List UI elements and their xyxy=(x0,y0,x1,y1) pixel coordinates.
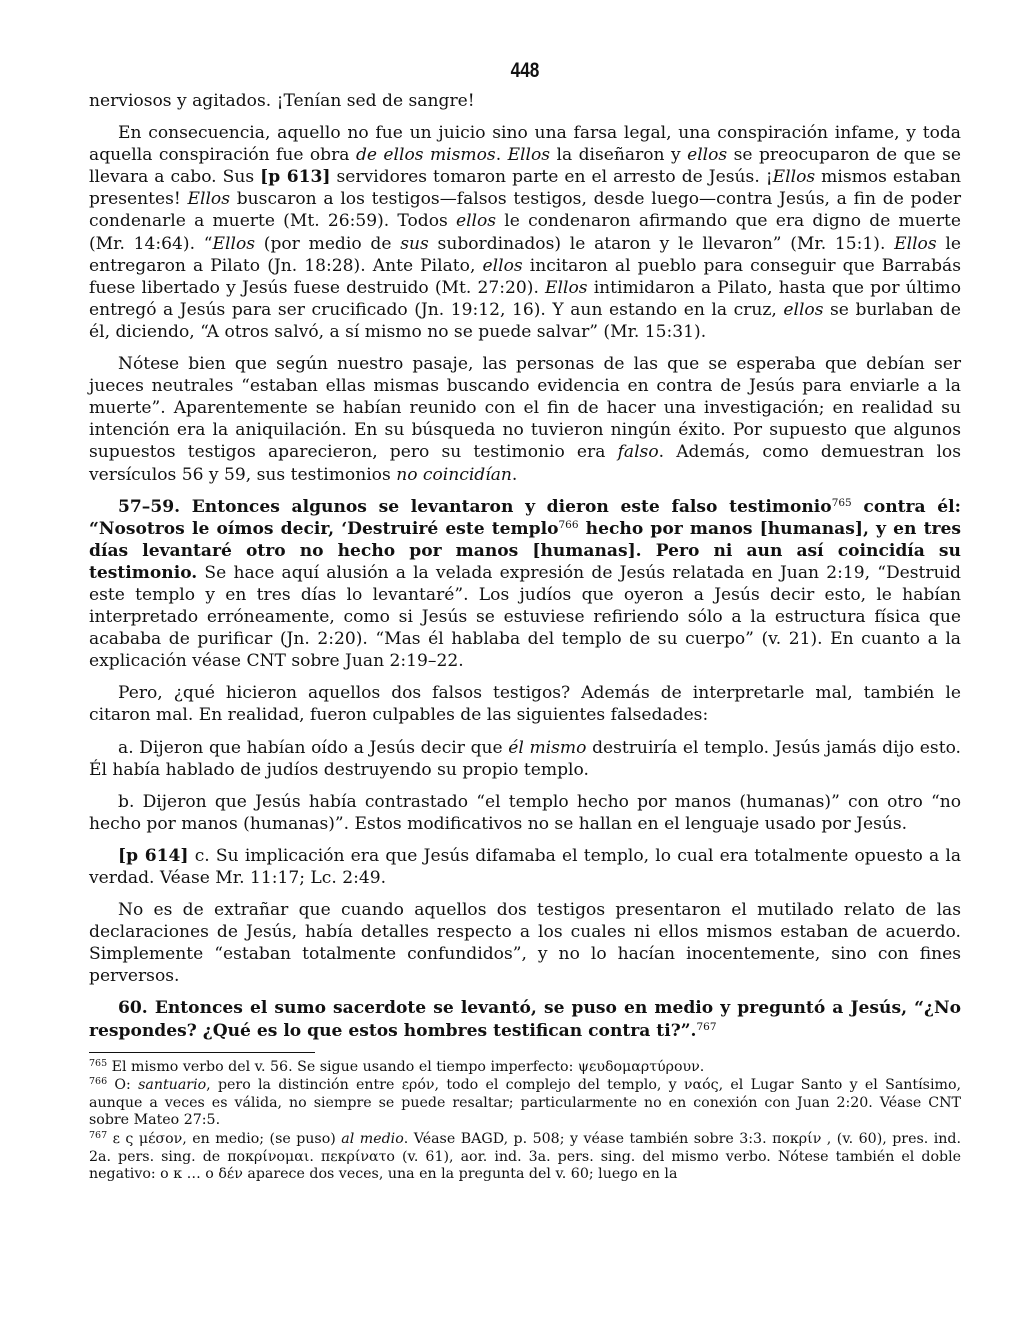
text-run: O: xyxy=(107,1077,139,1094)
list-item-b xyxy=(89,791,961,835)
document-page xyxy=(89,58,961,1185)
paragraph xyxy=(89,682,961,726)
list-item-a xyxy=(89,737,961,781)
body-text xyxy=(89,90,961,1042)
text-run: se preocuparon de que se llevara a cabo. Sus xyxy=(89,145,961,188)
text-run: . Véase BAGD, p. 508; y véase también sobre 3:3. ποκρίν , (v. 60), pres. ind. 2a. pers. sing. de ποκρίνομαι. πεκρίνατο (v. 61), aor. ind. 3a. pers. sing. del mismo verbo. Nótese también el doble negativo: ο κ … ο δέν aparece dos veces, una en la pregunta del v. 60; luego en la xyxy=(89,1131,961,1183)
text-run: subordinados) le ataron y le llevaron” (Mr. 15:1). xyxy=(428,233,895,254)
text-run: El mismo verbo del v. 56. Se sigue usando el tiempo imperfecto: ψευδομαρτύρουν. xyxy=(107,1058,705,1075)
footnote-766 xyxy=(89,1077,961,1130)
text-run: ε ς μέσον, en medio; (se puso) xyxy=(107,1131,342,1148)
text-run: incitaron al pueblo para conseguir que Barrabás fuese libertado y Jesús fuese destruido (Mt. 27:20). xyxy=(89,255,961,298)
text-run: sus xyxy=(400,233,429,254)
text-run: ellos xyxy=(687,145,728,166)
footnote-765 xyxy=(89,1059,961,1077)
footnote-number: 767 xyxy=(89,1130,108,1142)
text-run: No es de extrañar que cuando aquellos dos testigos presentaron el mutilado relato de las declaraciones de Jesús, había detalles respecto a los cuales ni ellos mismos estaban de acuerdo. Simplemente “estaban totalmente confundidos”, y no lo hacían inocentemente, sino con fines perversos. xyxy=(89,900,961,987)
footnote-number: 766 xyxy=(89,1076,108,1088)
text-run: c. Su implicación era que Jesús difamaba el templo, lo cual era totalmente opuesto a la verdad. Véase Mr. 11:17; Lc. 2:49. xyxy=(89,845,962,888)
text-run: 60. Entonces el sumo sacerdote se levantó, se puso en medio y preguntó a Jesús, “¿No respondes? ¿Qué es lo que estos hombres testifican contra ti?”. xyxy=(89,998,961,1041)
text-run: no coincidían xyxy=(396,464,512,485)
text-run: servidores tomaron parte en el arresto de Jesús. ¡ xyxy=(330,167,773,188)
footnote-767 xyxy=(89,1131,961,1184)
footnote-number: 765 xyxy=(89,1057,108,1069)
text-run: [p 614] xyxy=(118,845,189,866)
text-run: Pero, ¿qué hicieron aquellos dos falsos testigos? Además de interpretarle mal, también le citaron mal. En realidad, fueron culpables de las siguientes falsedades: xyxy=(89,683,961,726)
footnote-reference: 766 xyxy=(558,518,579,531)
text-run: , pero la distinción entre ερόν, todo el complejo del templo, y ναός, el Lugar Santo y el Santísimo, aunque a veces es válida, no siempre se puede resaltar; particularmente no en conexión con Juan 2:20. Véase CNT sobre Mateo 27:5. xyxy=(89,1077,961,1129)
text-run: la diseñaron y xyxy=(550,145,688,166)
page-number: 448 xyxy=(510,59,540,82)
text-run: intimidaron a Pilato, hasta que por último entregó a Jesús para ser crucificado (Jn. 19:12, 16). Y aun estando en la cruz, xyxy=(89,277,961,320)
text-run: falso xyxy=(617,442,659,463)
text-run: se burlaban de él, diciendo, “A otros salvó, a sí mismo no se puede salvar” (Mr. 15:31). xyxy=(89,299,961,342)
text-run: Ellos xyxy=(545,277,588,298)
verse-heading-paragraph xyxy=(89,997,961,1041)
footnote-reference: 765 xyxy=(831,496,852,509)
paragraph xyxy=(89,122,961,343)
footnote-reference: 767 xyxy=(696,1020,717,1033)
text-run: b. Dijeron que Jesús había contrastado “el templo hecho por manos (humanas)” con otro “no hecho por manos (humanas)”. Estos modificativos no se hallan en el lenguaje usado por Jesús. xyxy=(89,791,961,834)
text-run: (por medio de xyxy=(255,233,401,254)
text-run: le entregaron a Pilato (Jn. 18:28). Ante Pilato, xyxy=(89,233,961,276)
text-run: buscaron a los testigos—falsos testigos, desde luego—contra Jesús, a fin de poder condenarle a muerte (Mt. 26:59). Todos xyxy=(89,189,962,232)
text-run: En consecuencia, aquello no fue un juicio sino una farsa legal, una conspiración infame, y toda aquella conspiración fue obra xyxy=(89,123,961,166)
text-run: nerviosos y agitados. ¡Tenían sed de sangre! xyxy=(89,91,475,111)
text-run: de ellos mismos xyxy=(355,145,496,166)
footnotes xyxy=(89,1059,961,1184)
text-run: Ellos xyxy=(212,233,256,254)
text-run: Nótese bien que según nuestro pasaje, las personas de las que se esperaba que debían ser jueces neutrales “estaban ellas mismas buscando evidencia en contra de Jesús para enviarle a la muerte”. Aparentemente se habían reunido con el fin de hacer una investigación; en realidad su intención era la aniquilación. En su búsqueda no tuvieron ningún éxito. Por supuesto que algunos supuestos testigos aparecieron, pero su testimonio era xyxy=(89,354,961,463)
text-run: . Además, como demuestran los versículos 56 y 59, sus testimonios xyxy=(89,442,961,485)
text-run: mismos estaban presentes! xyxy=(89,167,961,210)
verse-commentary-paragraph xyxy=(89,496,961,673)
text-run: ellos xyxy=(783,299,824,320)
text-run: Ellos xyxy=(772,167,816,188)
text-run: destruiría el templo. Jesús jamás dijo esto. Él había hablado de judíos destruyendo su propio templo. xyxy=(89,737,961,780)
text-run: [p 613] xyxy=(260,167,331,188)
paragraph xyxy=(89,353,961,486)
text-run: al medio xyxy=(341,1131,404,1148)
paragraph xyxy=(89,90,961,112)
paragraph xyxy=(89,899,961,987)
text-run: él mismo xyxy=(508,737,587,758)
text-run: 57–59. Entonces algunos se levantaron y dieron este falso testimonio xyxy=(118,496,832,517)
text-run: Ellos xyxy=(507,145,551,166)
text-run: . xyxy=(495,145,508,166)
footnote-divider xyxy=(89,1052,315,1053)
text-run: Se hace aquí alusión a la velada expresión de Jesús relatada en Juan 2:19, “Destruid este templo y en tres días lo levantaré”. Los judíos que oyeron a Jesús decir esto, le habían interpretado erróneamente, como si Jesús se estuviese refiriendo sólo a la estructura física que acababa de purificar (Jn. 2:20). “Mas él hablaba del templo de su cuerpo” (v. 21). En cuanto a la explicación véase CNT sobre Juan 2:19–22. xyxy=(89,562,961,672)
text-run: ellos xyxy=(455,211,497,232)
text-run: . xyxy=(511,464,518,485)
text-run: Ellos xyxy=(187,189,230,210)
list-item-c xyxy=(89,845,961,889)
text-run: Ellos xyxy=(894,233,937,254)
text-run: santuario xyxy=(138,1077,207,1094)
text-run: contra él: “Nosotros le oímos decir, ‘Destruiré este templo xyxy=(89,496,961,539)
text-run: a. Dijeron que habían oído a Jesús decir que xyxy=(118,737,509,758)
text-run: ellos xyxy=(482,255,523,276)
text-run: le condenaron afirmando que era digno de muerte (Mr. 14:64). “ xyxy=(89,211,962,254)
text-run: hecho por manos [humanas], y en tres días levantaré otro no hecho por manos [humanas]. Pero ni aun así coincidía su testimonio. xyxy=(89,518,961,583)
